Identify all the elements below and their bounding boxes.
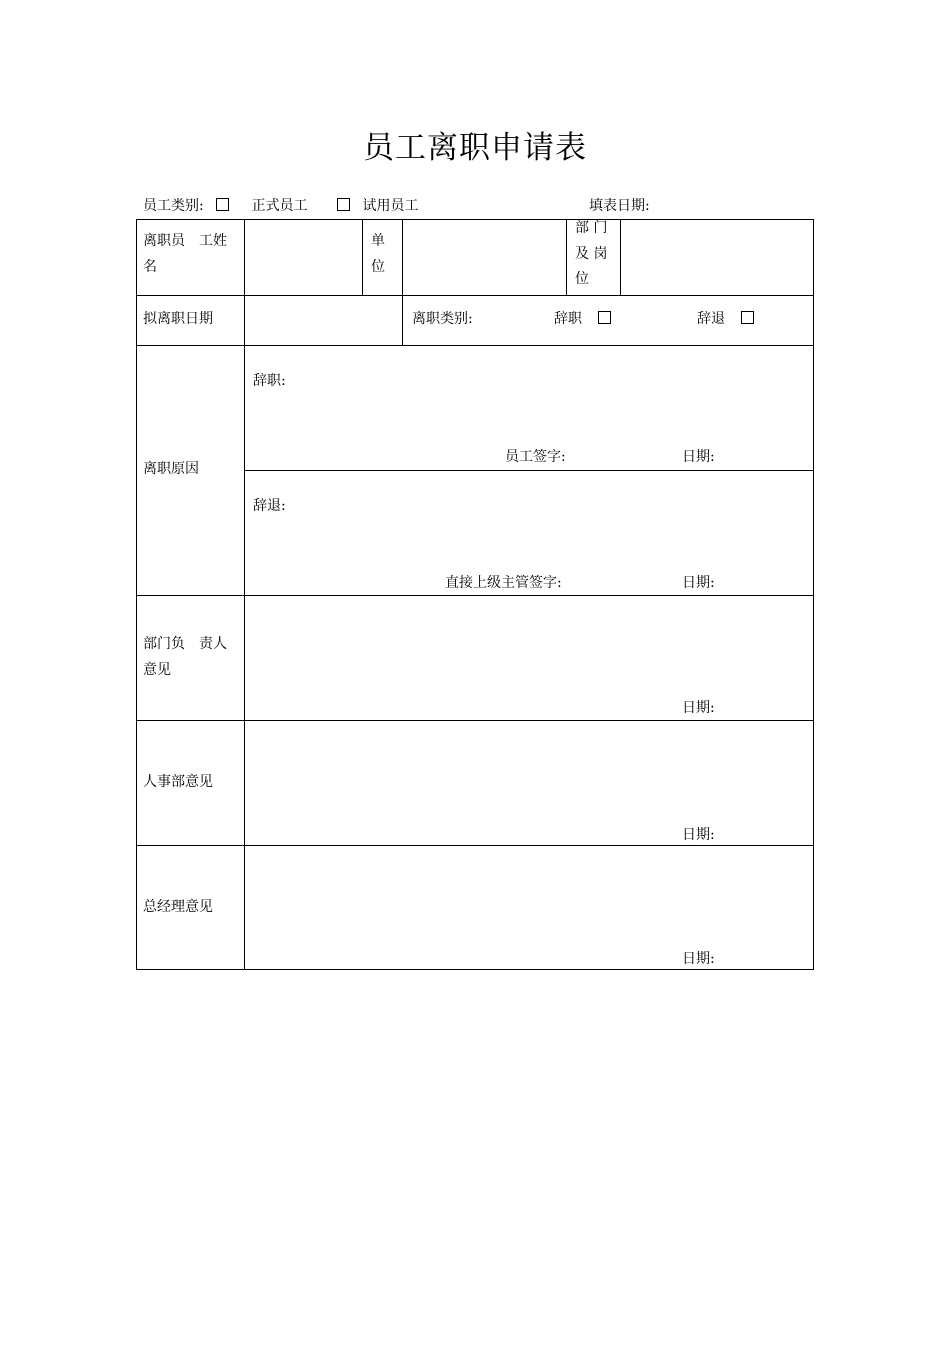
employee-sign-date-label: 日期: [682, 449, 715, 465]
probation-option-label: 试用员工 [362, 198, 419, 214]
employee-name-label: 离职员 工姓 名 [143, 233, 227, 275]
type-resign-checkbox[interactable] [598, 311, 611, 324]
hr-opinion-field[interactable] [246, 722, 812, 817]
hr-date-label: 日期: [682, 827, 715, 843]
employee-name-field[interactable] [246, 221, 361, 294]
resign-reason-field[interactable] [246, 395, 812, 435]
hr-opinion-label: 人事部意见 [143, 774, 213, 790]
employee-category-label: 员工类别: [143, 198, 204, 214]
dept-head-opinion-field[interactable] [246, 597, 812, 692]
gm-opinion-label: 总经理意见 [143, 899, 213, 915]
planned-date-label: 拟离职日期 [143, 311, 213, 327]
dept-head-opinion-label: 部门负 责人 意见 [143, 636, 227, 678]
dismiss-reason-field[interactable] [246, 520, 812, 560]
supervisor-signature-label: 直接上级主管签字: [445, 575, 562, 591]
unit-field[interactable] [404, 221, 565, 294]
unit-label: 单 位 [371, 233, 385, 275]
type-resign-option [554, 306, 611, 332]
gm-date-label: 日期: [682, 951, 715, 967]
dept-head-date-label: 日期: [682, 700, 715, 716]
resignation-reason-label: 离职原因 [143, 461, 199, 477]
dismiss-reason-label: 辞退: [253, 498, 286, 514]
type-dismiss-checkbox[interactable] [741, 311, 754, 324]
planned-date-field[interactable] [246, 297, 401, 344]
page-title: 员工离职申请表 [363, 130, 587, 166]
resignation-type-label: 离职类别: [412, 311, 473, 327]
type-dismiss-label: 辞退 [697, 311, 725, 327]
type-dismiss-option [697, 306, 754, 332]
employee-signature-label: 员工签字: [505, 449, 566, 465]
department-position-field[interactable] [622, 221, 812, 294]
resign-reason-label: 辞职: [253, 373, 286, 389]
formal-option-label: 正式员工 [251, 198, 308, 214]
type-resign-label: 辞职 [554, 311, 582, 327]
gm-opinion-field[interactable] [246, 847, 812, 942]
department-position-label: 部 门 及 岗 位 [575, 220, 608, 287]
supervisor-sign-date-label: 日期: [682, 575, 715, 591]
fill-date-label: 填表日期: [589, 198, 650, 214]
